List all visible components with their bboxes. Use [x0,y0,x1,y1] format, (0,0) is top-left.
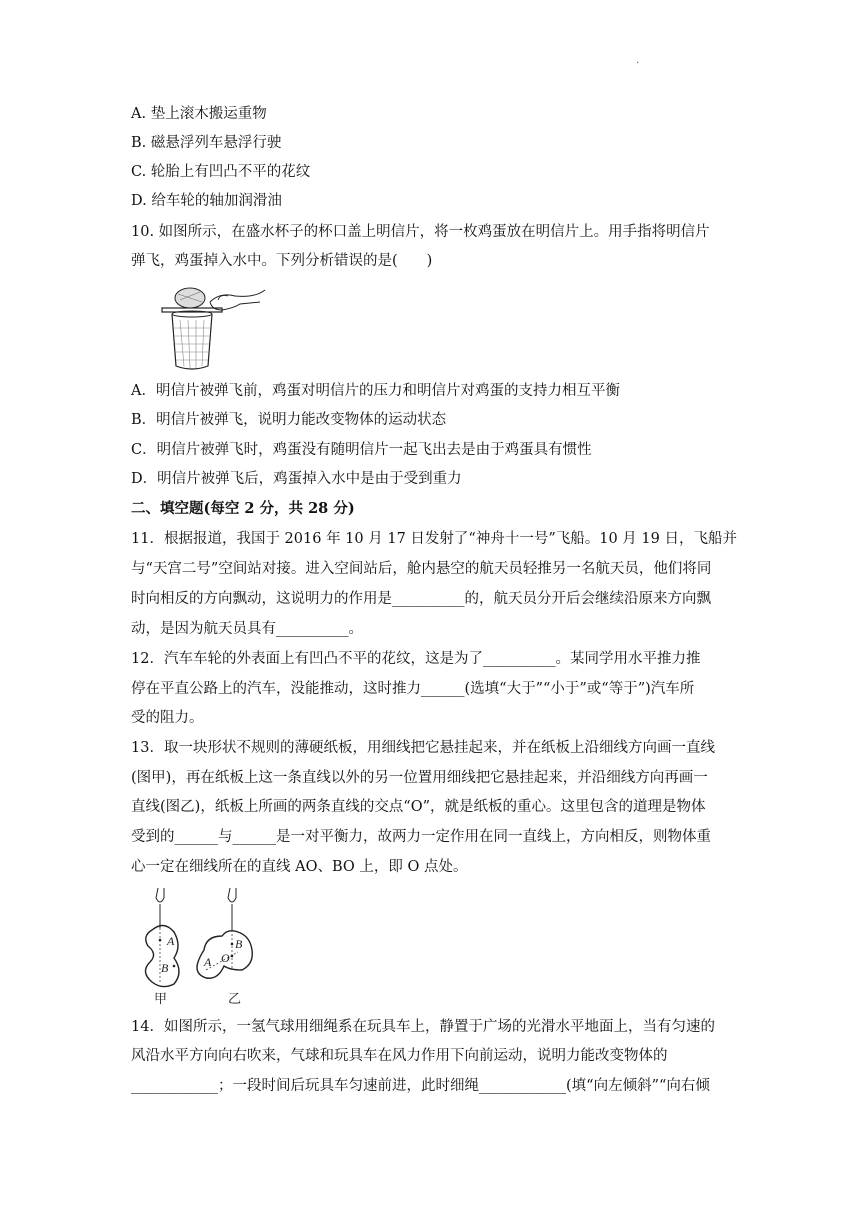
question-12-line: 停在平直公路上的汽车，没能推动，这时推力______(选填“大于”“小于”或“等于”)汽车所 [131,681,695,697]
header-mark: · [636,58,640,69]
option-line: B．明信片被弹飞，说明力能改变物体的运动状态 [131,412,447,428]
question-11-line: 动，是因为航天员具有__________。 [131,621,363,637]
label-jia: 甲 [154,992,168,1007]
point-b-label: B [235,937,243,951]
question-11-line: 与“天宫二号”空间站对接。进入空间站后，舱内悬空的航天员轻推另一名航天员，他们将同 [131,561,712,577]
question-13-line: 心一定在细线所在的直线 AO、BO 上，即 O 点处。 [131,859,468,875]
option-line: C. 轮胎上有凹凸不平的花纹 [131,164,311,180]
question-10-line: 10. 如图所示，在盛水杯子的杯口盖上明信片，将一枚鸡蛋放在明信片上。用手指将明信片 [131,224,710,240]
option-line: D．明信片被弹飞后，鸡蛋掉入水中是由于受到重力 [131,471,462,487]
question-11-line: 11．根据报道，我国于 2016 年 10 月 17 日发射了“神舟十一号”飞船。10 月 19 日，飞船并 [131,531,737,547]
option-line: A．明信片被弹飞前，鸡蛋对明信片的压力和明信片对鸡蛋的支持力相互平衡 [131,383,620,399]
question-13-line: (图甲)，再在纸板上这一条直线以外的另一位置用细线把它悬挂起来，并沿细线方向再画一 [131,770,708,786]
question-11-line: 时向相反的方向飘动，这说明力的作用是__________的，航天员分开后会继续沿原来方向飘 [131,591,711,607]
question-14-line: 风沿水平方向向右吹来，气球和玩具车在风力作用下向前运动，说明力能改变物体的 [131,1048,668,1064]
question-12-line: 受的阻力。 [131,710,204,726]
option-line: B. 磁悬浮列车悬浮行驶 [131,135,282,151]
option-line: D. 给车轮的轴加润滑油 [131,193,282,209]
option-line: A. 垫上滚木搬运重物 [131,106,267,122]
label-yi: 乙 [228,992,242,1007]
point-b-label: B [161,961,169,975]
question-13-line: 13．取一块形状不规则的薄硬纸板，用细线把它悬挂起来，并在纸板上沿细线方向画一直线 [131,740,715,756]
question-13-line: 受到的______与______是一对平衡力，故两力一定作用在同一直线上，方向相反，则物体重 [131,829,711,845]
suspended-cardboard-figure [134,886,264,1008]
question-14-line: 14．如图所示，一氢气球用细绳系在玩具车上，静置于广场的光滑水平地面上，当有匀速的 [131,1019,715,1035]
section-heading: 二、填空题(每空 2 分，共 28 分) [131,500,355,517]
question-12-line: 12．汽车车轮的外表面上有凹凸不平的花纹，这是为了__________。某同学用水平推力推 [131,651,701,667]
question-13-line: 直线(图乙)，纸板上所画的两条直线的交点“O”，就是纸板的重心。这里包含的道理是物体 [131,799,706,815]
question-10-line: 弹飞，鸡蛋掉入水中。下列分析错误的是( ) [131,253,433,269]
point-a-label: A [204,955,212,969]
question-14-line: ____________；一段时间后玩具车匀速前进，此时细绳____________(填“向左倾斜”“向右倾 [131,1078,710,1094]
point-o-label: O [221,951,230,965]
point-a-label: A [167,934,175,948]
option-line: C．明信片被弹飞时，鸡蛋没有随明信片一起飞出去是由于鸡蛋具有惯性 [131,442,592,458]
cup-egg-figure [160,280,270,372]
